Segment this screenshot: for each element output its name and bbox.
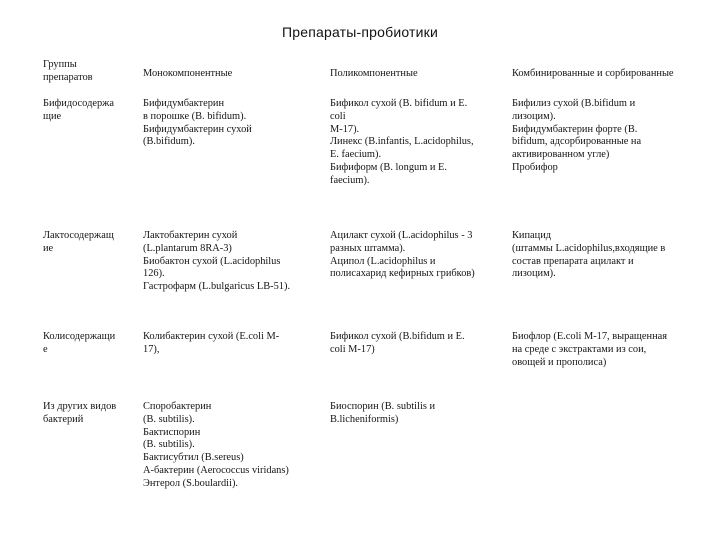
row-4-mono (143, 401, 323, 491)
cell-line: е (43, 343, 48, 355)
row-4-poly (330, 401, 510, 427)
cell-line: ие (43, 242, 54, 254)
cell-line: Аципол (L.acidophilus и (330, 255, 436, 267)
cell-line: (L.plantarum 8RA-3) (143, 242, 232, 254)
row-2-group (43, 230, 139, 256)
cell-line: Бификол сухой (B.bifidum и E. (330, 331, 465, 342)
cell-line: 17), (143, 343, 160, 355)
cell-line: faecium). (330, 174, 370, 186)
cell-line: coli M-17) (330, 343, 375, 355)
cell-line: (B. subtilis). (143, 439, 195, 451)
row-4-group (43, 401, 139, 427)
cell-line: Биобактон сухой (L.acidophilus (143, 255, 281, 267)
cell-line: Лактобактерин сухой (143, 230, 238, 241)
cell-line: bifidum, адсорбированные на (512, 136, 642, 148)
row-3-mono (143, 331, 323, 357)
cell-line: Кипацид (512, 230, 552, 241)
row-3-group (43, 331, 139, 357)
cell-line: активированном угле) (512, 149, 610, 161)
cell-line: Колибактерин сухой (E.coli M- (143, 331, 280, 342)
cell-line: Бифиформ (B. longum и E. (330, 161, 447, 173)
cell-line: лизоцим). (512, 110, 556, 122)
cell-line: 126). (143, 268, 165, 280)
cell-line: разных штамма). (330, 242, 406, 254)
row-2-mono (143, 230, 323, 294)
cell-line: лизоцим). (512, 268, 556, 280)
row-2-poly (330, 230, 510, 281)
cell-line: Бифилиз сухой (B.bifidum и (512, 98, 636, 109)
cell-line: Бификол сухой (B. bifidum и E. (330, 98, 468, 109)
row-1-combined (512, 98, 712, 175)
cell-line: Линекс (B.infantis, L.acidophilus, (330, 136, 474, 148)
cell-line: щие (43, 110, 62, 122)
cell-line: Бактиспорин (143, 426, 201, 438)
cell-line: Бактисубтил (B.sereus) (143, 452, 244, 464)
cell-line: Колисодержащи (43, 331, 116, 342)
cell-line: состав препарата ацилакт и (512, 255, 634, 267)
row-1-poly (330, 98, 510, 188)
cell-line: Энтерол (S.boulardii). (143, 477, 239, 489)
cell-line: Из других видов (43, 401, 117, 412)
cell-line: Гастрофарм (L.bulgaricus LB-51). (143, 281, 291, 293)
cell-line: овощей и прополиса) (512, 356, 607, 368)
cell-line: бактерий (43, 413, 84, 425)
cell-line: Ацилакт сухой (L.acidophilus - 3 (330, 230, 473, 241)
cell-line: Биофлор (E.coli M-17, выращенная (512, 331, 668, 342)
header-mono: Монокомпонентные (143, 68, 233, 79)
cell-line: Споробактерин (143, 401, 212, 412)
cell-line: (B. subtilis). (143, 413, 195, 425)
cell-line: Бифидумбактерин (143, 98, 225, 109)
header-groups: Группы препаратов (43, 59, 93, 83)
header-poly: Поликомпонентные (330, 68, 418, 79)
cell-line: (B.bifidum). (143, 136, 195, 148)
row-2-combined (512, 230, 712, 281)
cell-line: M-17). (330, 123, 360, 135)
cell-line: в порошке (B. bifidum). (143, 110, 247, 122)
cell-line: coli (330, 110, 346, 122)
row-3-combined (512, 331, 712, 369)
header-combined: Комбинированные и сорбированные (512, 68, 674, 79)
cell-line: Бифидумбактерин сухой (143, 123, 252, 135)
row-3-poly (330, 331, 510, 357)
cell-line: на среде с экстрактами из сои, (512, 343, 647, 355)
row-1-group (43, 98, 139, 124)
cell-line: Биоспорин (B. subtilis и (330, 401, 436, 412)
cell-line: Бифидумбактерин форте (B. (512, 123, 638, 135)
cell-line: полисахарид кефирных грибков) (330, 268, 475, 280)
cell-line: Бифидосодержа (43, 98, 114, 109)
cell-line: Лактосодержащ (43, 230, 114, 241)
cell-line: А-бактерин (Aerococcus viridans) (143, 464, 289, 476)
page-title: Препараты-пробиотики (281, 24, 439, 40)
cell-line: (штаммы L.acidophilus,входящие в (512, 242, 666, 254)
row-1-mono (143, 98, 323, 149)
cell-line: Пробифор (512, 161, 558, 173)
cell-line: E. faecium). (330, 149, 382, 161)
cell-line: B.licheniformis) (330, 413, 399, 425)
